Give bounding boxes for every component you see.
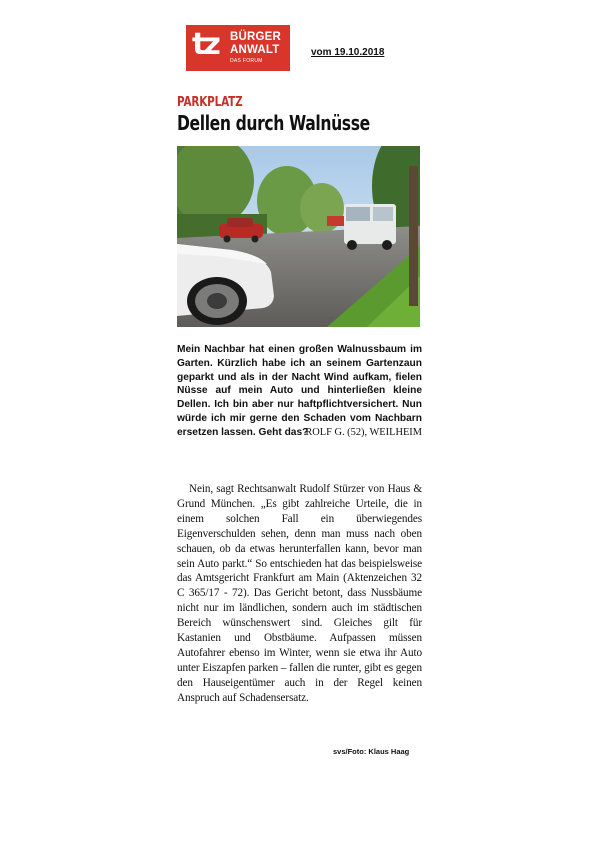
logo-line-2: ANWALT xyxy=(230,44,280,56)
article-kicker: PARKPLATZ xyxy=(177,95,243,110)
logo-mark: tz xyxy=(192,27,218,62)
question-text: Mein Nachbar hat einen großen Walnussbaum im Garten. Kürzlich habe ich an seinem Gartenzaun geparkt und als in der Nacht Wind aufkam, fielen Nüsse auf mein Auto und hinterließen kleine Dellen. Ich bin aber nur haftpflichtversichert. Nun würde ich mir gerne den Schaden vom Nachbarn ersetzen lassen. Geht das? xyxy=(177,344,422,438)
reader-signature: ROLF G. (52), WEILHEIM xyxy=(305,426,422,438)
logo-line-1: BÜRGER xyxy=(230,31,282,43)
logo-line-3: DAS FORUM xyxy=(230,58,263,64)
reader-question xyxy=(177,343,422,440)
issue-date: vom 19.10.2018 xyxy=(311,47,385,58)
article-headline: Dellen durch Walnüsse xyxy=(177,111,370,135)
article-photo xyxy=(177,146,420,327)
tz-buergeranwalt-logo xyxy=(186,25,290,71)
lawyer-answer: Nein, sagt Rechtsanwalt Rudolf Stürzer von Haus & Grund München. „Es gibt zahlreiche Urteile, die in einem solchen Fall ein überwiegendes Eigenverschulden sehen, denn man muss nach oben schauen, ob da etwas herunterfallen kann, bevor man sein Auto parkt.“ So entschieden hat das beispielsweise das Amtsgericht Frankfurt am Main (Aktenzeichen 32 C 365/17 - 72). Das Gericht betont, dass Nussbäume nicht nur im ländlichen, sondern auch im städtischen Bereich wünschenswert sind. Gleiches gilt für Kastanien und Obstbäume. Aufpassen müssen Autofahrer ebenso im Winter, wenn sie etwa ihr Auto unter Eiszapfen parken – fallen die runter, gibt es gegen den Hauseigentümer auch in der Regel keinen Anspruch auf Schadensersatz. xyxy=(177,483,422,704)
photo-credit: svs/Foto: Klaus Haag xyxy=(333,747,410,756)
